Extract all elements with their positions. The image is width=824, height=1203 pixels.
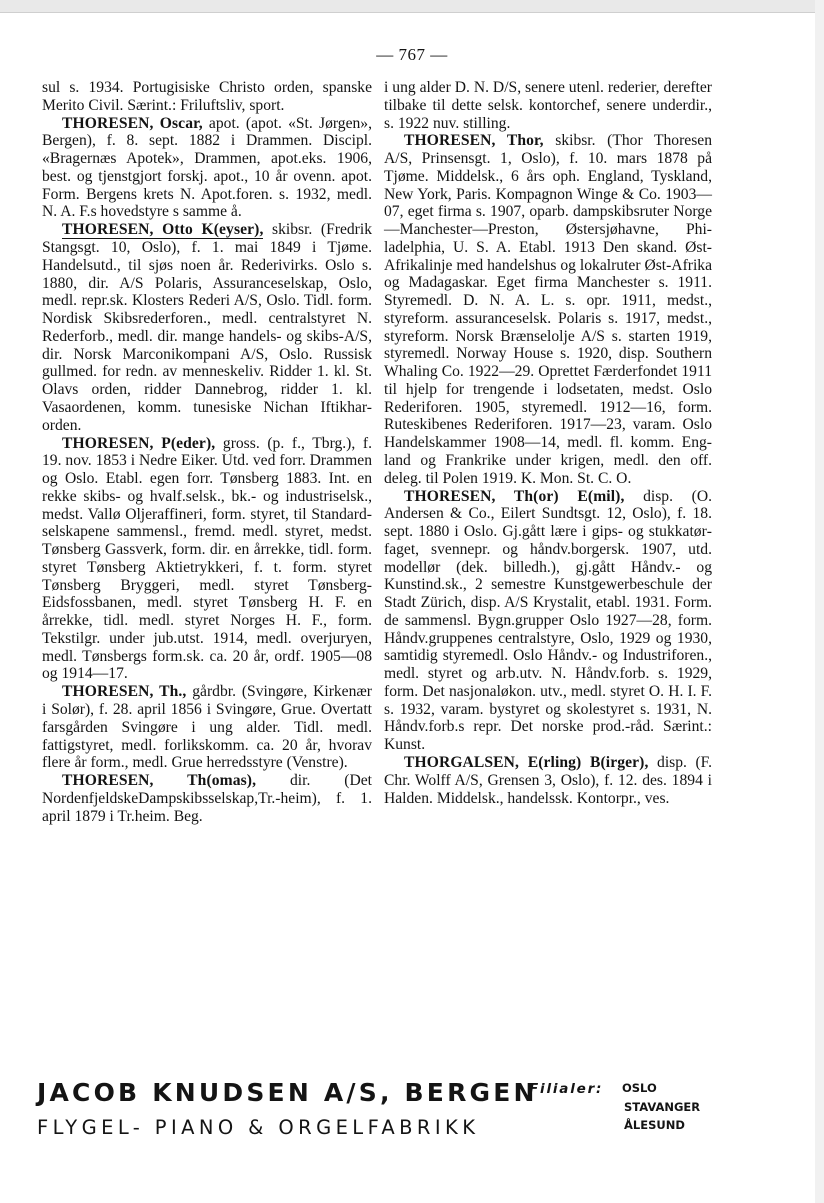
entry-text: sul s. 1934. Portugisiske Christo orden, spanske Merito Civil. Særint.: Friluftsliv, sport. (42, 79, 372, 114)
ad-branch-oslo: OSLO (622, 1081, 657, 1095)
entry-name: THORESEN, Thor, (404, 132, 544, 150)
page-number: — 767 — (376, 45, 448, 64)
entry-thoresen-peder (42, 435, 372, 684)
left-column (42, 79, 372, 826)
entry-text: apot. (apot. «St. Jørgen», Bergen), f. 8. sept. 1882 i Drammen. Discipl. «Bragernæs Apotek», Drammen, apot.eks. 1906, best. og tjenstgjort forskj. apot., 10 år ovenn. apot. Form. Bergens krets N. Apot.foren. s. 1932, medl. N. A. F.s hovedstyre s samme å. (42, 114, 373, 221)
scan-border-right (815, 0, 824, 1203)
entry-text: dir. (Det NordenfjeldskeDampskibsselskap,Tr.-heim), f. 1. april 1879 i Tr.heim. Beg. (42, 772, 372, 825)
right-column (384, 79, 712, 808)
scan-border-top (0, 0, 824, 13)
ad-company-name: JACOB KNUDSEN A/S, BERGEN (37, 1078, 538, 1107)
entry-thoresen-th (42, 683, 372, 772)
entry-thoresen-thomas (42, 772, 372, 825)
entry-text: gårdbr. (Svingøre, Kirkenær i Solør), f. 28. april 1856 i Svingøre, Grue. Overtatt farsgården Svingøre i ung alder. Tidl. medl. fattigstyret, medl. forlikskomm. ca. 20 år, hvorav flere år form., medl. Grue herredsstyre (Venstre). (42, 683, 372, 772)
entry-thoresen-thor-emil (384, 488, 712, 754)
entry-text: disp. (O. Andersen & Co., Eilert Sundtsgt. 12, Oslo), f. 18. sept. 1880 i Oslo. Gj.gått lære i gips- og stukkatørfaget, svennepr. og håndv.borgersk. 1907, utd. modellør (dek. billedh.), gj.gått Håndv.- og Kunstind.sk., 2 semestre Kunstgewerbeschule der Stadt Zürich, disp. A/S Krystalit, etabl. 1931. Form. de sammensl. Bygn.grupper Oslo 1927—28, form. Håndv.gruppenes centralstyre, Oslo, 1929 og 1930, samtidig styremedl. Oslo Håndv.- og Industriforen., medl. styret og arb.utv. N. Håndv.forb. s. 1929, form. Det nasjonaløkon. utv., medl. styret O. H. I. F. s. 1932, varam. bystyret og skolestyret s. 1931, N. Håndv.forb.s repr. Det norske prod.-råd. Særint.: Kunst. (384, 487, 712, 754)
entry-thoresen-oscar (42, 115, 372, 222)
ad-tagline: FLYGEL- PIANO & ORGELFABRIKK (37, 1116, 480, 1139)
entry-name: THORESEN, Oscar, (62, 114, 203, 132)
entry-name: THORESEN, Th(omas), (62, 772, 257, 790)
entry-text: i ung alder D. N. D/S, senere utenl. rederier, derefter tilbake til dette selsk. kontorchef, senere underdir., s. 1922 nuv. stilling. (384, 79, 712, 132)
entry-name: THORESEN, Th(or) E(mil), (404, 487, 625, 505)
entry-continuation (42, 79, 372, 115)
entry-name: THORESEN, Th., (62, 683, 187, 701)
ad-branch-stavanger: STAVANGER (624, 1099, 701, 1114)
entry-text: gross. (p. f., Tbrg.), f. 19. nov. 1853 i Nedre Eiker. Utd. ved forr. Drammen og Oslo. Etabl. egen forr. Tønsberg 1883. Int. en rekke skibs- og hvalf.selsk., bk.- og industriselsk., medst. Vallø Oljeraffineri, form. styret, til Standardselskapene sammensl., fremd. medl. styret, medst. Tønsberg Gassverk, form. dir. en årrekke, tidl. form. styret Tønsberg Aktietrykkeri, f. t. form. styret Tønsberg Bryggeri, medl. styret Tønsberg-Eidsfossbanen, medl. styret Tønsberg H. F. en årrekke, tidl. medl. styret Norges H. F., form. Tekstilgr. under jub.utst. 1914, medl. overjuryen, medl. Tønsbergs form.sk. ca. 20 år, ordf. 1905—08 og 1914—17. (42, 434, 372, 683)
entry-text: skibsr. (Thor Thoresen A/S, Prinsensgt. 1, Oslo), f. 10. mars 1878 på Tjøme. Middelsk., 6 års oph. England, Tyskland, New York, Paris. Kompagnon Winge & Co. 1903—07, eget firma s. 1907, oparb. dampskibsruter Norge—Manchester—Preston, Østersjøhavne, Philadelphia, U. S. A. Etabl. 1913 Den skand. Øst-Afrikalinje med handelshus og lokalruter Øst-Afrika og Madagaskar. Eget firma Manchester s. 1911. Styremedl. D. N. A. L. s. opr. 1911, medst., styreform. assuranceselsk. Polaris s. 1917, medst., styreform. Norsk Brænselolje A/S s. starten 1919, styremedl. Norway House s. 1920, disp. Southern Whaling Co. 1922—29. Oprettet Færderfondet 1911 til hjelp for trengende i lodsetaten, medst. Oslo Rederiforen. 1905, styremedl. 1912—16, form. Ruteskibenes Rederiforen. 1917—23, varam. Oslo Handelskammer 1908—14, medl. fl. komm. England og Frankrike under krigen, medl. den off. deleg. til Polen 1919. K. Mon. St. C. O. (384, 132, 712, 487)
entry-text: skibsr. (Fredrik Stangsgt. 10, Oslo), f. 1. mai 1849 i Tjøme. Handelsutd., til sjøs noen år. Rederivirks. Oslo s. 1880, dir. A/S Polaris, Assuranceselskap, Oslo, medl. repr.sk. Klosters Rederi A/S, Oslo. Tidl. form. Nordisk Skibsrederforen., medl. centralstyret N. Rederforb., medl. dir. mange handels- og skibs-A/S, dir. Norsk Marconikompani A/S, Oslo. Russisk gullmed. for redn. av menneskeliv. Ridder 1. kl. St. Olavs orden, ridder Dannebrog, ridder 1. kl. Vasaordenen, komm. tunesiske Nichan Iftikhar-orden. (42, 221, 372, 434)
entry-thorgalsen-erling (384, 754, 712, 807)
entry-name: THORESEN, P(eder), (62, 434, 216, 452)
entry-text: disp. (F. Chr. Wolff A/S, Grensen 3, Oslo), f. 12. des. 1894 i Halden. Middelsk., handelssk. Kontorpr., ves. (384, 754, 712, 807)
entry-name: THORESEN, Otto K(eyser), (62, 221, 264, 239)
entry-continuation (384, 79, 712, 132)
entry-thoresen-thor (384, 132, 712, 487)
advertisement (37, 1075, 797, 1185)
ad-branch-alesund: ÅLESUND (624, 1118, 685, 1132)
entry-name: THORGALSEN, E(rling) B(irger), (404, 754, 649, 772)
ad-branches-label: Filialer: (529, 1081, 604, 1097)
ad-branches-list (622, 1079, 700, 1135)
entry-thoresen-otto (42, 221, 372, 434)
